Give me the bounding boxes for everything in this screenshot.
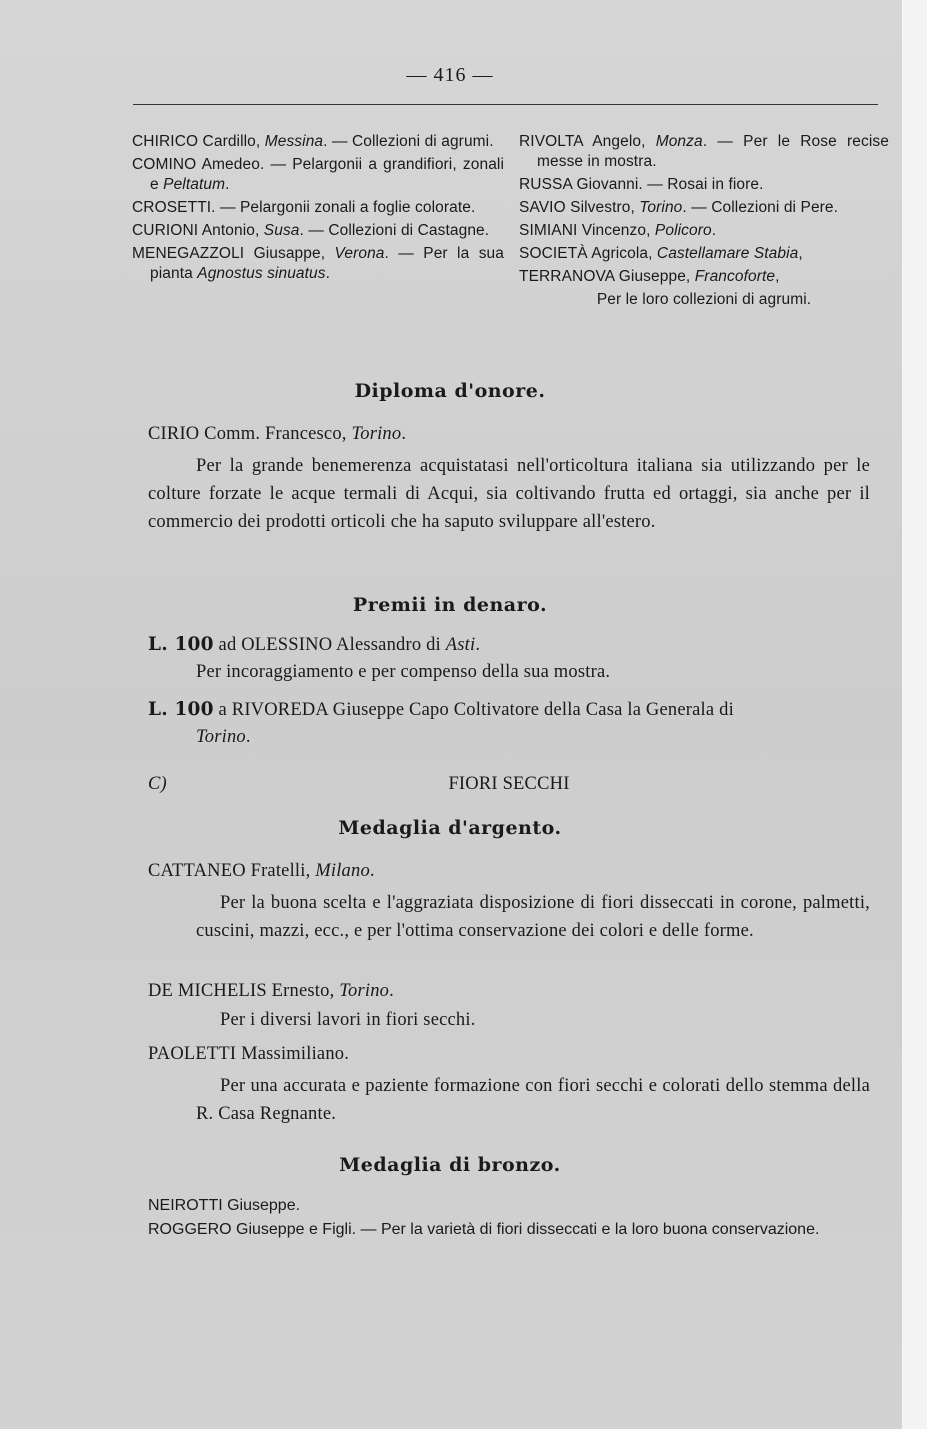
prize-2-place: Torino. bbox=[196, 727, 251, 747]
list-item: RUSSA Giovanni. — Rosai in fiore. bbox=[519, 176, 764, 193]
right-column bbox=[519, 132, 889, 313]
prize-2: L. 100 a RIVOREDA Giuseppe Capo Coltivatore della Casa la Generala di bbox=[148, 699, 734, 720]
left-column bbox=[132, 132, 504, 287]
bronzo-line-1: NEIROTTI Giuseppe. bbox=[148, 1197, 301, 1214]
list-item: TERRANOVA Giuseppe, Francoforte, bbox=[519, 268, 780, 285]
list-item: MENEGAZZOLI Giusappe, Verona. — Per la sua pianta Agnostus sinuatus. bbox=[132, 245, 504, 282]
page-number: — 416 — bbox=[406, 64, 494, 86]
page-edge bbox=[902, 0, 927, 1429]
list-item: SAVIO Silvestro, Torino. — Collezioni di Pere. bbox=[519, 199, 839, 216]
section-title: FIORI SECCHI bbox=[448, 774, 570, 794]
premi-heading: Premii in denaro. bbox=[352, 594, 548, 616]
bronzo-heading: Medaglia di bronzo. bbox=[339, 1154, 561, 1176]
list-item: SIMIANI Vincenzo, Policoro. bbox=[519, 222, 717, 239]
bronzo-line-2: ROGGERO Giuseppe e Figli. — Per la varietà di fiori disseccati e la loro buona conservazione. bbox=[148, 1221, 820, 1238]
argento-reason-3: Per una accurata e paziente formazione con fiori secchi e colorati dello stemma della R. Casa Regnante. bbox=[196, 1076, 870, 1124]
argento-recipient-1: CATTANEO Fratelli, Milano. bbox=[148, 861, 375, 881]
section-letter: C) bbox=[148, 774, 167, 794]
diploma-motivation: Per la grande benemerenza acquistatasi nell'orticoltura italiana sia utilizzando per le colture forzate le acque termali di Acqui, sia coltivando frutta ed ortaggi, sia anche per il commercio dei prodotti orticoli che ha saputo sviluppare all'estero. bbox=[148, 456, 870, 532]
list-item: CROSETTI. — Pelargonii zonali a foglie colorate. bbox=[132, 199, 476, 216]
header-rule bbox=[133, 104, 878, 105]
list-item: COMINO Amedeo. — Pelargonii a grandifiori, zonali e Peltatum. bbox=[132, 156, 504, 193]
diploma-heading: Diploma d'onore. bbox=[354, 380, 546, 402]
list-item: CURIONI Antonio, Susa. — Collezioni di Castagne. bbox=[132, 222, 490, 239]
prize-1: L. 100 ad OLESSINO Alessandro di Asti. bbox=[148, 634, 481, 655]
argento-recipient-3: PAOLETTI Massimiliano. bbox=[148, 1044, 350, 1064]
diploma-recipient: CIRIO Comm. Francesco, Torino. bbox=[148, 424, 407, 444]
prize-1-reason: Per incoraggiamento e per compenso della sua mostra. bbox=[196, 662, 611, 682]
argento-reason-1: Per la buona scelta e l'aggraziata disposizione di fiori disseccati in corone, palmetti, cuscini, mazzi, ecc., e per l'ottima conservazione dei colori e delle forme. bbox=[196, 893, 870, 941]
list-item: CHIRICO Cardillo, Messina. — Collezioni di agrumi. bbox=[132, 133, 494, 150]
argento-reason-2: Per i diversi lavori in fiori secchi. bbox=[220, 1010, 476, 1030]
list-item: SOCIETÀ Agricola, Castellamare Stabia, bbox=[519, 245, 803, 262]
argento-heading: Medaglia d'argento. bbox=[338, 817, 562, 839]
argento-recipient-2: DE MICHELIS Ernesto, Torino. bbox=[148, 981, 394, 1001]
list-item: Per le loro collezioni di agrumi. bbox=[596, 291, 812, 308]
list-item: RIVOLTA Angelo, Monza. — Per le Rose recise messe in mostra. bbox=[519, 133, 889, 170]
